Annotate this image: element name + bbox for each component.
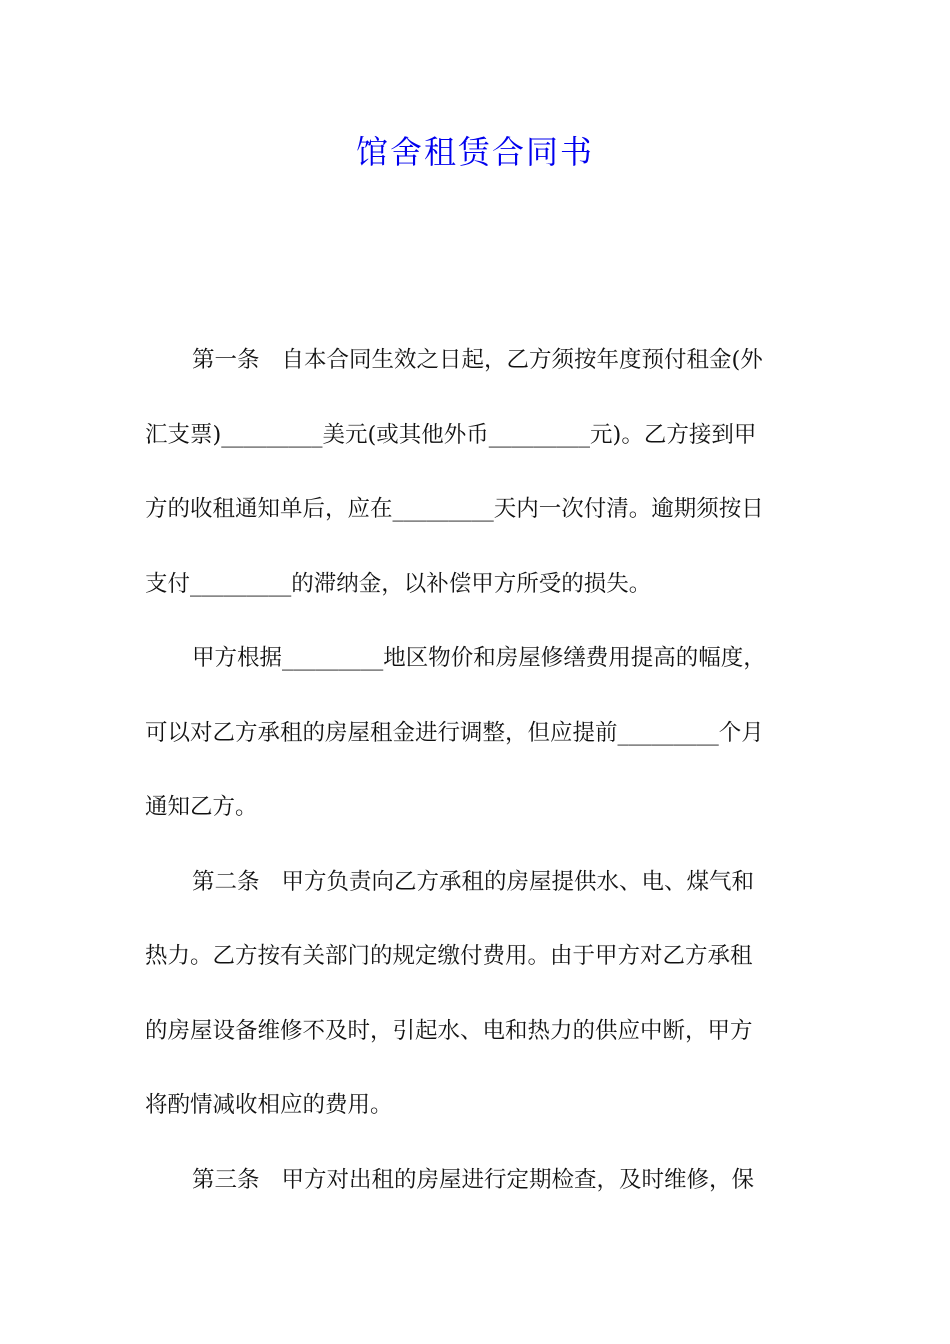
article-1-line-3: 方的收租通知单后，应在_________天内一次付清。逾期须按日 [145, 496, 764, 522]
article-3-text: 甲方对出租的房屋进行定期检查，及时维修，保 [281, 1167, 755, 1193]
article-1-heading: 第一条 [192, 347, 260, 373]
article-1-text: 自本合同生效之日起，乙方须按年度预付租金(外 [281, 347, 763, 373]
article-2-line-1 [192, 862, 810, 902]
article-2-line-3: 的房屋设备维修不及时，引起水、电和热力的供应中断，甲方 [145, 1018, 753, 1044]
article-2-line-4: 将酌情减收相应的费用。 [145, 1092, 393, 1118]
article-1-line-4: 支付_________的滞纳金，以补偿甲方所受的损失。 [145, 571, 652, 597]
article-2-line-2: 热力。乙方按有关部门的规定缴付费用。由于甲方对乙方承租 [145, 943, 753, 969]
paragraph-2-line-3: 通知乙方。 [145, 794, 258, 820]
paragraph-2-line-1: 甲方根据_________地区物价和房屋修缮费用提高的幅度， [192, 645, 766, 671]
article-1-line-1 [192, 340, 810, 380]
document-title: 馆舍租赁合同书 [355, 133, 594, 171]
article-2-heading: 第二条 [192, 869, 260, 895]
article-3-line-1 [192, 1160, 810, 1200]
article-2-text: 甲方负责向乙方承租的房屋提供水、电、煤气和 [281, 869, 755, 895]
paragraph-2-line-2: 可以对乙方承租的房屋租金进行调整，但应提前_________个月 [145, 720, 764, 746]
article-1-line-2: 汇支票)_________美元(或其他外币_________元)。乙方接到甲 [145, 422, 757, 448]
article-3-heading: 第三条 [192, 1167, 260, 1193]
